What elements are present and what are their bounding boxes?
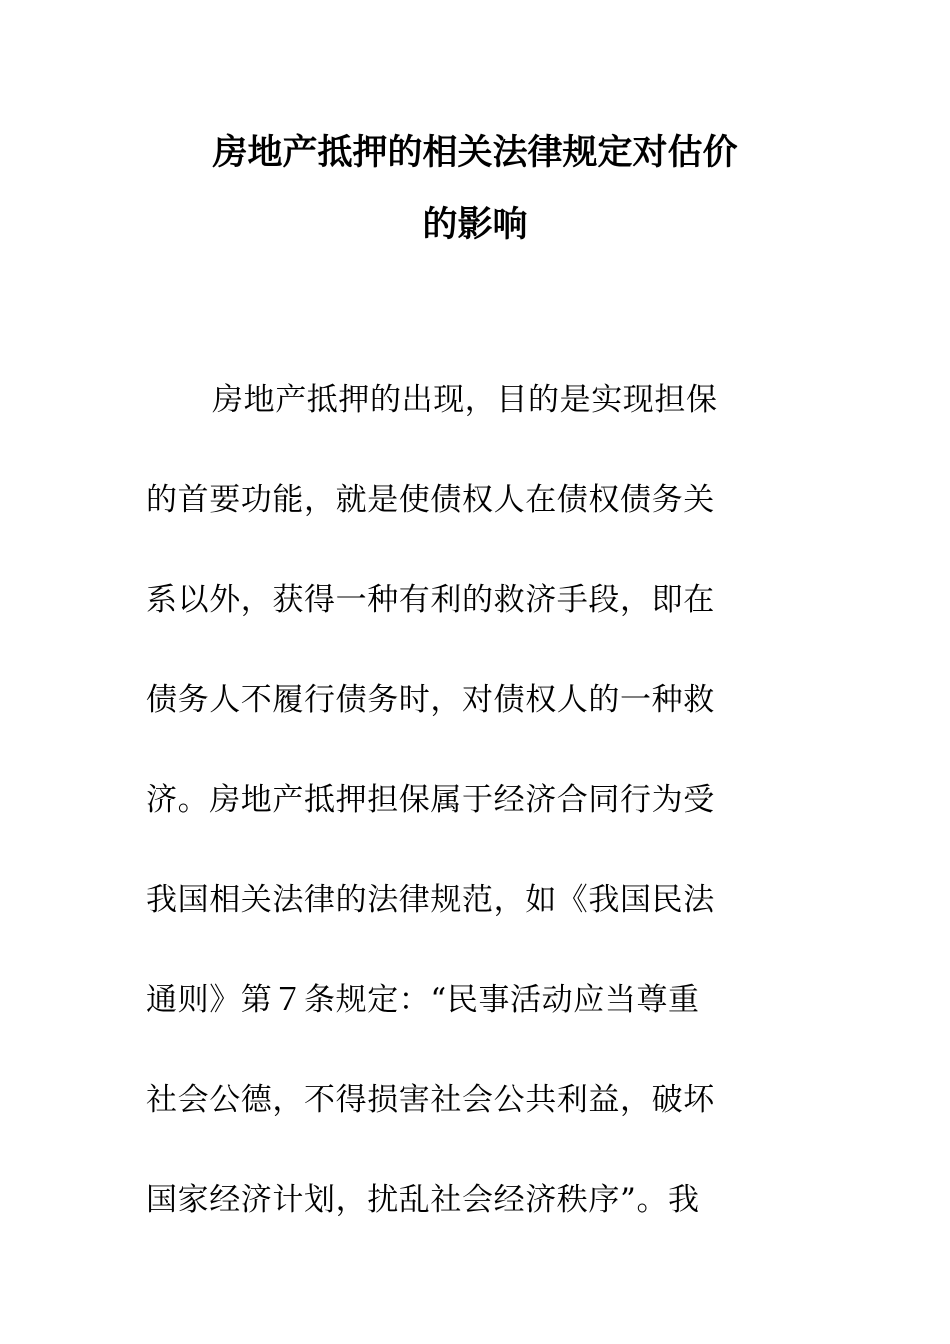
paragraph-line-6: 我国相关法律的法律规范，如《我国民法 — [146, 882, 715, 918]
paragraph-line-7: 通则》第７条规定：“民事活动应当尊重 — [146, 982, 700, 1018]
paragraph-line-2: 的首要功能，就是使债权人在债权债务关 — [146, 482, 715, 518]
document-title-line-1: 房地产抵押的相关法律规定对估价 — [212, 132, 738, 173]
paragraph-line-1: 房地产抵押的出现，目的是实现担保 — [212, 382, 718, 418]
paragraph-line-4: 债务人不履行债务时，对债权人的一种救 — [146, 682, 715, 718]
paragraph-line-8: 社会公德，不得损害社会公共利益，破坏 — [146, 1082, 715, 1118]
paragraph-line-3: 系以外，获得一种有利的救济手段，即在 — [146, 582, 715, 618]
document-title-line-2: 的影响 — [422, 204, 528, 245]
paragraph-line-5: 济。房地产抵押担保属于经济合同行为受 — [146, 782, 715, 818]
paragraph-line-9: 国家经济计划，扰乱社会经济秩序”。我 — [146, 1182, 700, 1218]
